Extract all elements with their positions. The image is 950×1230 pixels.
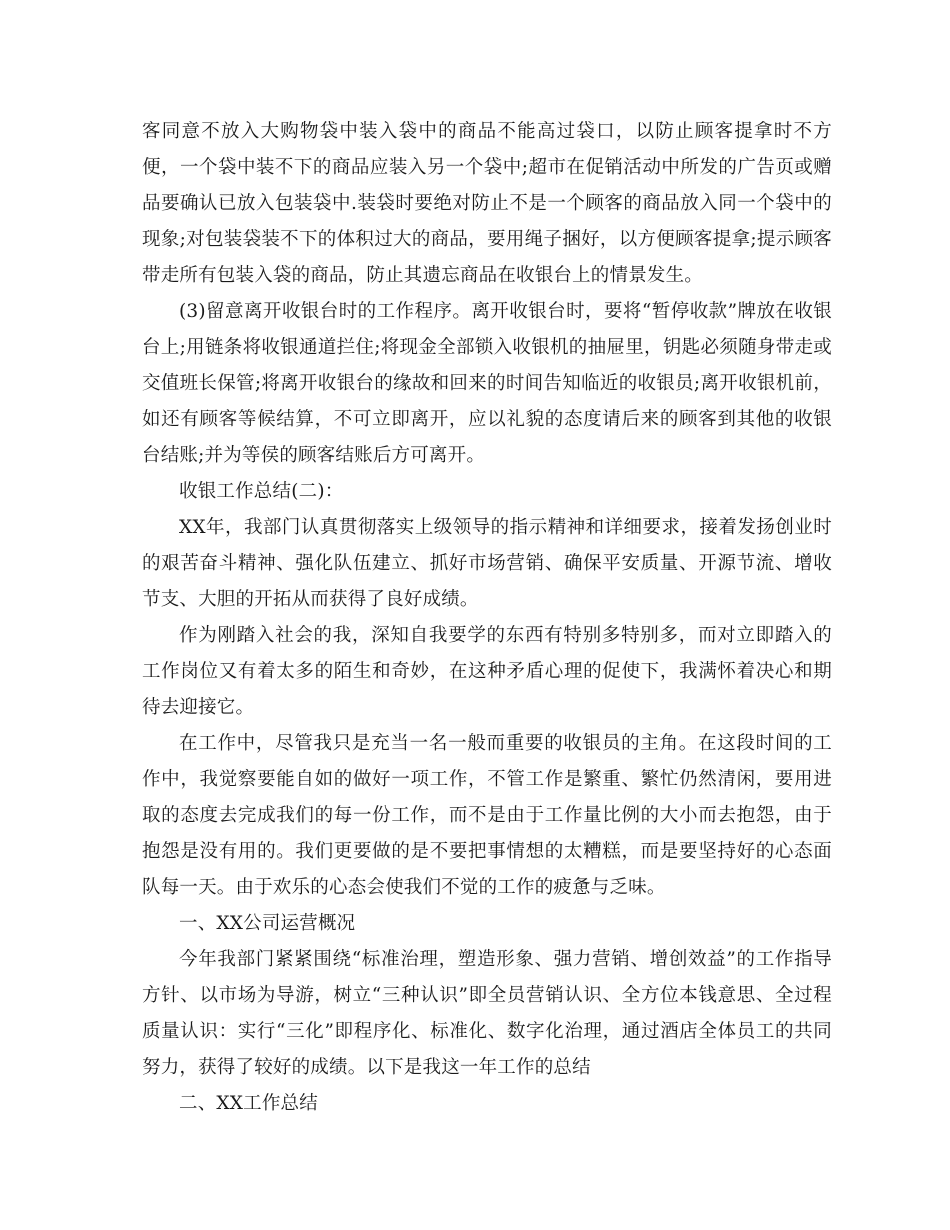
paragraph: 客同意不放入大购物袋中装入袋中的商品不能高过袋口，以防止顾客提拿时不方便，一个袋中装不下的商品应装入另一个袋中;超市在促销活动中所发的广告页或赠品要确认已放入包装袋中.装袋时要绝对防止不是一个顾客的商品放入同一个袋中的现象;对包装袋装不下的体积过大的商品，要用绳子捆好，以方便顾客提拿;提示顾客带走所有包装入袋的商品，防止其遗忘商品在收银台上的情景发生。 [142,121,832,286]
paragraph: XX年，我部门认真贯彻落实上级领导的指示精神和详细要求，接着发扬创业时的艰苦奋斗精神、强化队伍建立、抓好市场营销、确保平安质量、开源节流、增收节支、大胆的开拓从而获得了良好成绩。 [142,517,832,610]
section-heading: 收银工作总结(二)： [179,481,344,502]
paragraph: (3)留意离开收银台时的工作程序。离开收银台时，要将“暂停收款”牌放在收银台上;用链条将收银通道拦住;将现金全部锁入收银机的抽屉里，钥匙必须随身带走或交值班长保管;将离开收银台的缘故和回来的时间告知临近的收银员;离开收银机前，如还有顾客等候结算，不可立即离开，应以礼貌的态度请后来的顾客到其他的收银台结账;并为等侯的顾客结账后方可离开。 [142,301,832,466]
document-body [142,114,832,1122]
paragraph: 作为刚踏入社会的我，深知自我要学的东西有特别多特别多，而对立即踏入的工作岗位又有着太多的陌生和奇妙，在这种矛盾心理的促使下，我满怀着决心和期待去迎接它。 [142,625,832,718]
section-heading: 二、XX工作总结 [179,1093,318,1114]
paragraph: 今年我部门紧紧围绕“标准治理，塑造形象、强力营销、增创效益”的工作指导方针、以市场为导游，树立“三种认识”即全员营销认识、全方位本钱意思、全过程质量认识：实行“三化”即程序化、标准化、数字化治理，通过酒店全体员工的共同努力，获得了较好的成绩。以下是我这一年工作的总结 [142,949,832,1078]
section-heading: 一、XX公司运营概况 [179,913,356,934]
paragraph: 在工作中，尽管我只是充当一名一般而重要的收银员的主角。在这段时间的工作中，我觉察要能自如的做好一项工作，不管工作是繁重、繁忙仍然清闲，要用进取的态度去完成我们的每一份工作，而不是由于工作量比例的大小而去抱怨，由于抱怨是没有用的。我们更要做的是不要把事情想的太糟糕，而是要坚持好的心态面队每一天。由于欢乐的心态会使我们不觉的工作的疲惫与乏味。 [142,733,832,898]
